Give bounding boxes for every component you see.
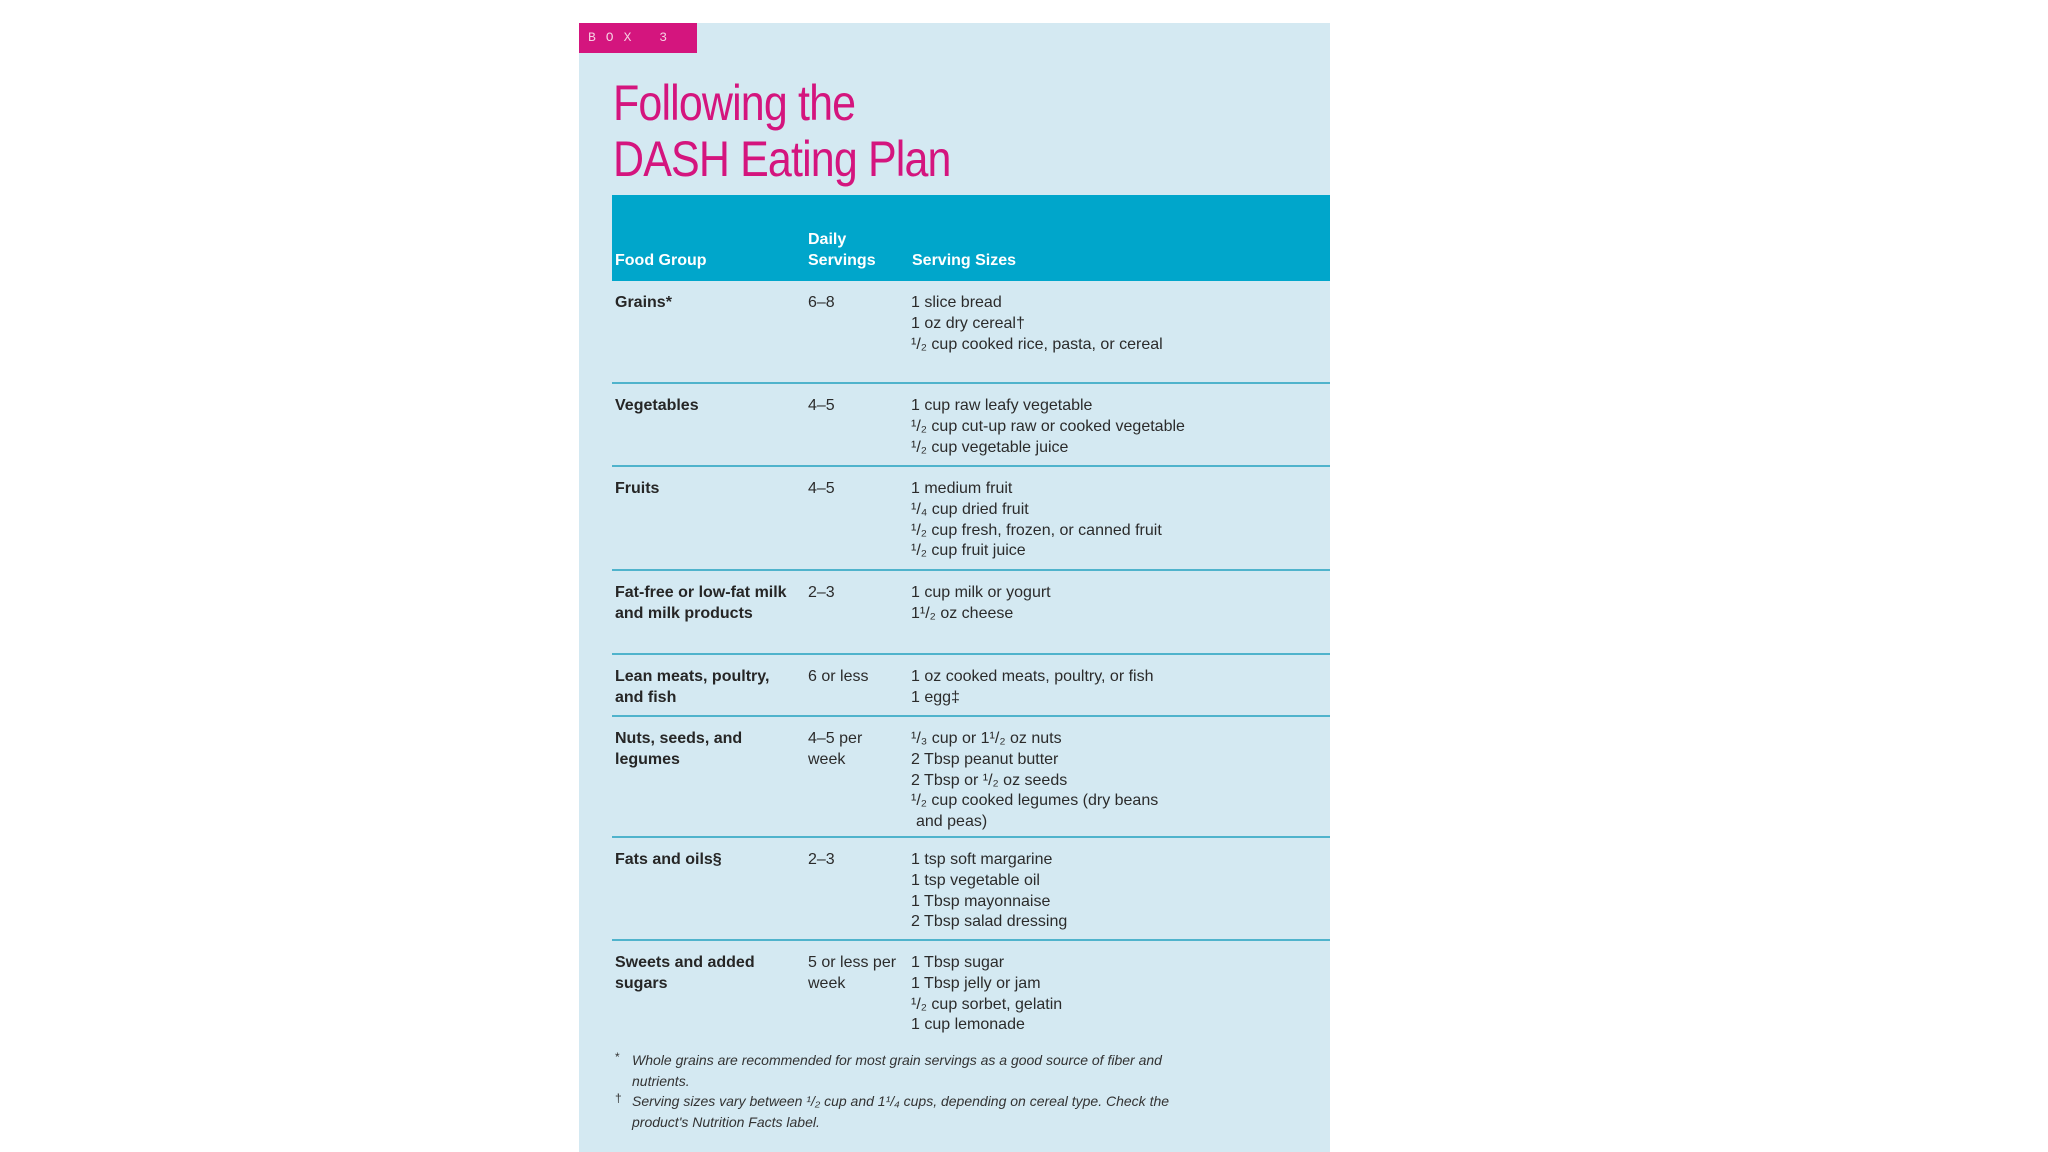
table-row: [612, 467, 1330, 571]
serving-size-line: 1 tsp vegetable oil: [911, 871, 1040, 889]
food-group-cell: Sweets and added sugars: [615, 954, 755, 992]
serving-size-line: 1 tsp soft margarine: [911, 851, 1053, 868]
page-title: [613, 75, 951, 187]
daily-servings-cell: 6 or less: [808, 668, 869, 685]
table-row: [612, 571, 1330, 655]
serving-size-line: ¹/₂ cup fresh, frozen, or canned fruit: [911, 521, 1162, 539]
footnote-text: Serving sizes vary between ¹/₂ cup and 1¹/₄ cups, depending on cereal type. Check the product's Nutrition Facts label.: [632, 1093, 1170, 1130]
serving-size-line: 2 Tbsp salad dressing: [911, 913, 1068, 931]
serving-size-line: ¹/₂ cup vegetable juice: [911, 438, 1069, 456]
food-group-cell: Grains*: [615, 294, 672, 311]
daily-servings-cell: 2–3: [808, 851, 835, 868]
serving-sizes-cell: [911, 729, 1311, 833]
serving-sizes-cell: [911, 479, 1311, 562]
header-daily-servings: [808, 229, 888, 271]
food-group-cell: Fruits: [615, 480, 660, 497]
header-serving-sizes: Serving Sizes: [912, 252, 1017, 269]
title-line-2: DASH Eating Plan: [613, 131, 951, 187]
serving-sizes-cell: [911, 850, 1311, 933]
footnote: [613, 1050, 1213, 1091]
serving-sizes-cell: [911, 667, 1311, 709]
header-daily-servings-line1: Daily: [808, 231, 847, 248]
serving-size-line: 1 Tbsp jelly or jam: [911, 974, 1041, 992]
footnote-text: Whole grains are recommended for most grain servings as a good source of fiber and nutrients.: [632, 1052, 1162, 1089]
serving-sizes-cell: [911, 953, 1311, 1036]
serving-size-line: ¹/₂ cup cut-up raw or cooked vegetable: [911, 417, 1185, 435]
serving-size-line: 1 egg‡: [911, 688, 960, 706]
footnote-mark: †: [615, 1091, 622, 1106]
food-group-cell: Vegetables: [615, 397, 699, 414]
serving-size-line: and peas): [916, 813, 988, 831]
table-header: [612, 195, 1330, 281]
footnote: [613, 1091, 1213, 1132]
serving-sizes-cell: [911, 293, 1311, 355]
serving-size-line: 1 cup lemonade: [911, 1016, 1025, 1034]
daily-servings-cell: 4–5 per week: [808, 730, 863, 768]
daily-servings-cell: 6–8: [808, 294, 835, 311]
serving-size-line: 1 Tbsp mayonnaise: [911, 892, 1051, 910]
serving-size-line: ¹/₃ cup or 1¹/₂ oz nuts: [911, 730, 1062, 747]
serving-size-line: ¹/₂ cup sorbet, gelatin: [911, 995, 1063, 1013]
serving-size-line: 2 Tbsp peanut butter: [911, 750, 1059, 768]
daily-servings-cell: 5 or less per week: [808, 954, 897, 992]
table-row: [612, 655, 1330, 717]
daily-servings-cell: 2–3: [808, 584, 835, 601]
table-row: [612, 941, 1330, 1051]
serving-size-line: 1 slice bread: [911, 294, 1002, 311]
food-group-cell: Fat-free or low-fat milk and milk products: [615, 584, 787, 622]
serving-size-line: 2 Tbsp or ¹/₂ oz seeds: [911, 771, 1068, 789]
footnotes: [613, 1050, 1213, 1132]
food-group-cell: Fats and oils§: [615, 851, 722, 868]
daily-servings-cell: 4–5: [808, 397, 835, 414]
serving-size-line: ¹/₂ cup fruit juice: [911, 542, 1026, 560]
serving-sizes-cell: [911, 583, 1311, 625]
footnote-mark: *: [615, 1050, 620, 1064]
table-body: [612, 281, 1330, 1051]
serving-size-line: 1 medium fruit: [911, 480, 1013, 497]
food-group-cell: Lean meats, poultry, and fish: [615, 668, 770, 706]
serving-size-line: ¹/₄ cup dried fruit: [911, 500, 1029, 518]
serving-size-line: ¹/₂ cup cooked rice, pasta, or cereal: [911, 335, 1163, 353]
box-label: BOX 3: [579, 23, 697, 53]
serving-size-line: 1¹/₂ oz cheese: [911, 604, 1014, 622]
serving-size-line: 1 cup milk or yogurt: [911, 584, 1051, 601]
header-daily-servings-line2: Servings: [808, 252, 876, 269]
serving-size-line: 1 oz cooked meats, poultry, or fish: [911, 668, 1154, 685]
serving-sizes-cell: [911, 396, 1311, 458]
title-line-1: Following the: [613, 75, 856, 131]
serving-size-line: 1 cup raw leafy vegetable: [911, 397, 1093, 414]
serving-size-line: 1 Tbsp sugar: [911, 954, 1005, 971]
daily-servings-cell: 4–5: [808, 480, 835, 497]
serving-size-line: ¹/₂ cup cooked legumes (dry beans: [911, 792, 1159, 810]
table-row: [612, 281, 1330, 384]
table-row: [612, 717, 1330, 838]
dash-box-panel: [579, 23, 1330, 1152]
table-row: [612, 384, 1330, 467]
table-row: [612, 838, 1330, 941]
food-group-cell: Nuts, seeds, and legumes: [615, 730, 743, 768]
serving-size-line: 1 oz dry cereal†: [911, 314, 1025, 332]
dash-table: [612, 195, 1330, 1051]
header-food-group: Food Group: [615, 252, 707, 269]
